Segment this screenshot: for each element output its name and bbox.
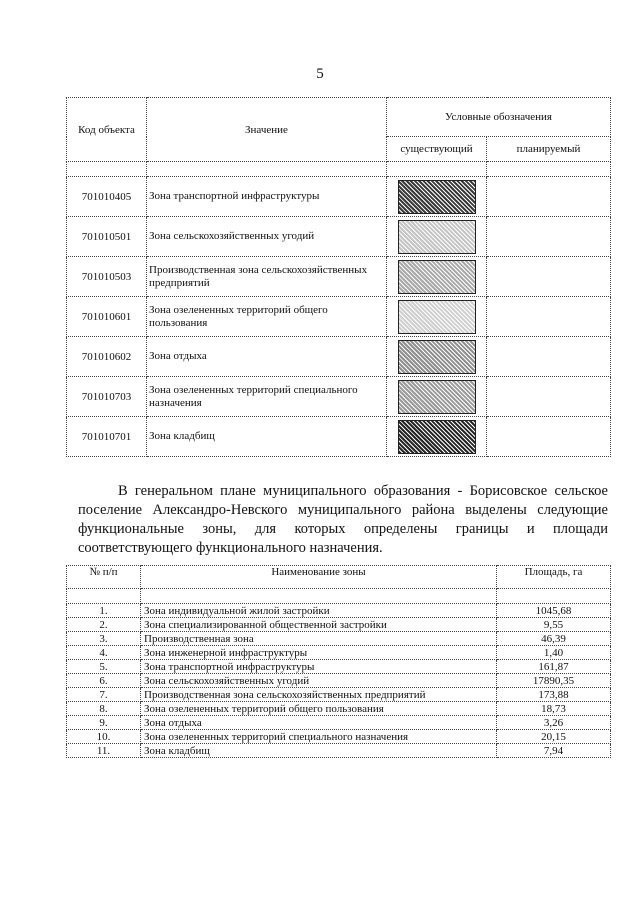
legend-row: [67, 337, 611, 377]
legend-code: 701010405: [67, 177, 147, 217]
zone-number: 3.: [67, 632, 141, 646]
zones-spacer-row: [67, 589, 611, 604]
table-row: [67, 646, 611, 660]
legend-row: [67, 377, 611, 417]
legend-planned-cell: [487, 217, 611, 257]
page-number: 5: [316, 66, 324, 82]
legend-planned-cell: [487, 257, 611, 297]
zone-area: 1045,68: [497, 604, 611, 618]
legend-value: Зона озелененных территорий общего пользования: [147, 297, 387, 337]
zone-number: 2.: [67, 618, 141, 632]
legend-existing-cell: [387, 337, 487, 377]
zone-name: Зона озелененных территорий специального назначения: [141, 730, 497, 744]
legend-planned-cell: [487, 177, 611, 217]
legend-existing-cell: [387, 297, 487, 337]
legend-header-planned: планируемый: [487, 137, 611, 162]
legend-row: [67, 257, 611, 297]
zones-header-num: № п/п: [67, 566, 141, 589]
table-row: [67, 632, 611, 646]
legend-value: Зона кладбищ: [147, 417, 387, 457]
legend-swatch: [398, 380, 476, 414]
legend-row: [67, 217, 611, 257]
table-row: [67, 716, 611, 730]
legend-code: 701010703: [67, 377, 147, 417]
legend-existing-cell: [387, 257, 487, 297]
zone-area: 3,26: [497, 716, 611, 730]
legend-header-symbols: Условные обозначения: [387, 98, 611, 137]
zone-name: Зона специализированной общественной застройки: [141, 618, 497, 632]
zone-name: Зона кладбищ: [141, 744, 497, 758]
legend-value: Зона сельскохозяйственных угодий: [147, 217, 387, 257]
zone-area: 18,73: [497, 702, 611, 716]
legend-header-existing: существующий: [387, 137, 487, 162]
table-row: [67, 702, 611, 716]
zone-number: 9.: [67, 716, 141, 730]
legend-planned-cell: [487, 337, 611, 377]
zone-name: Производственная зона: [141, 632, 497, 646]
legend-swatch: [398, 340, 476, 374]
zones-table: [66, 565, 611, 758]
legend-planned-cell: [487, 297, 611, 337]
legend-value: Зона транспортной инфраструктуры: [147, 177, 387, 217]
zone-number: 4.: [67, 646, 141, 660]
legend-code: 701010701: [67, 417, 147, 457]
legend-swatch: [398, 180, 476, 214]
legend-code: 701010501: [67, 217, 147, 257]
zone-area: 9,55: [497, 618, 611, 632]
zone-name: Зона сельскохозяйственных угодий: [141, 674, 497, 688]
zone-area: 17890,35: [497, 674, 611, 688]
body-paragraph: В генеральном плане муниципального образования - Борисовское сельское поселение Александро-Невского муниципального района выделены следующие функциональные зоны, для которых определены границы и площади соответствующего функционального назначения.: [78, 483, 608, 556]
legend-row: [67, 297, 611, 337]
legend-code: 701010503: [67, 257, 147, 297]
zone-number: 8.: [67, 702, 141, 716]
zone-area: 173,88: [497, 688, 611, 702]
table-row: [67, 604, 611, 618]
zone-name: Зона озелененных территорий общего пользования: [141, 702, 497, 716]
table-row: [67, 744, 611, 758]
legend-row: [67, 177, 611, 217]
legend-existing-cell: [387, 417, 487, 457]
table-row: [67, 660, 611, 674]
legend-code: 701010602: [67, 337, 147, 377]
zone-area: 20,15: [497, 730, 611, 744]
legend-existing-cell: [387, 377, 487, 417]
legend-header-code: Код объекта: [67, 98, 147, 162]
legend-swatch: [398, 220, 476, 254]
table-row: [67, 674, 611, 688]
zone-name: Производственная зона сельскохозяйственных предприятий: [141, 688, 497, 702]
zone-area: 161,87: [497, 660, 611, 674]
legend-header-value: Значение: [147, 98, 387, 162]
zone-area: 7,94: [497, 744, 611, 758]
zones-body: [67, 604, 611, 758]
zone-number: 11.: [67, 744, 141, 758]
legend-swatch: [398, 420, 476, 454]
zones-header-area: Площадь, га: [497, 566, 611, 589]
legend-row: [67, 417, 611, 457]
legend-value: Зона озелененных территорий специального назначения: [147, 377, 387, 417]
legend-swatch: [398, 300, 476, 334]
zone-name: Зона индивидуальной жилой застройки: [141, 604, 497, 618]
legend-value: Производственная зона сельскохозяйственных предприятий: [147, 257, 387, 297]
zone-area: 1,40: [497, 646, 611, 660]
zone-number: 5.: [67, 660, 141, 674]
table-row: [67, 618, 611, 632]
legend-existing-cell: [387, 177, 487, 217]
legend-table: [66, 97, 611, 457]
zone-number: 10.: [67, 730, 141, 744]
legend-value: Зона отдыха: [147, 337, 387, 377]
legend-planned-cell: [487, 377, 611, 417]
zone-area: 46,39: [497, 632, 611, 646]
legend-spacer-row: [67, 162, 611, 177]
legend-existing-cell: [387, 217, 487, 257]
legend-code: 701010601: [67, 297, 147, 337]
zone-name: Зона отдыха: [141, 716, 497, 730]
table-row: [67, 688, 611, 702]
legend-swatch: [398, 260, 476, 294]
zone-name: Зона инженерной инфраструктуры: [141, 646, 497, 660]
legend-planned-cell: [487, 417, 611, 457]
table-row: [67, 730, 611, 744]
zone-name: Зона транспортной инфраструктуры: [141, 660, 497, 674]
zone-number: 7.: [67, 688, 141, 702]
zone-number: 1.: [67, 604, 141, 618]
zone-number: 6.: [67, 674, 141, 688]
legend-body: [67, 177, 611, 457]
zones-header-name: Наименование зоны: [141, 566, 497, 589]
